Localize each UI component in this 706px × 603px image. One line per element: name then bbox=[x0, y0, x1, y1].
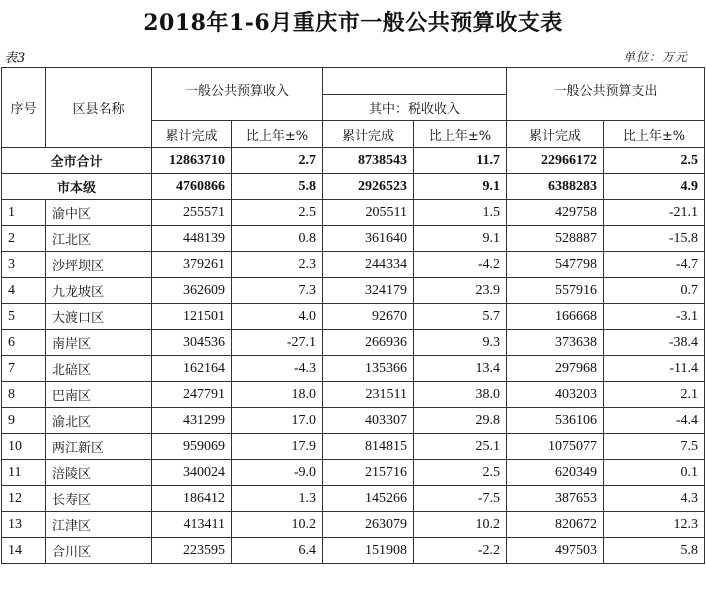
expenditure-cumulative: 536106 bbox=[507, 408, 604, 434]
row-index: 14 bbox=[2, 538, 46, 564]
expenditure-cumulative: 557916 bbox=[507, 278, 604, 304]
page-title: 2018年1-6月重庆市一般公共预算收支表 bbox=[143, 10, 563, 36]
tax-yoy: 9.3 bbox=[414, 330, 507, 356]
district-name: 巴南区 bbox=[46, 382, 152, 408]
summary-rows bbox=[2, 148, 705, 200]
header-tax-spacer bbox=[323, 68, 507, 95]
revenue-yoy: 2.3 bbox=[232, 252, 323, 278]
row-index: 8 bbox=[2, 382, 46, 408]
expenditure-cumulative: 547798 bbox=[507, 252, 604, 278]
header-exp-cumulative: 累计完成 bbox=[507, 121, 604, 148]
district-name: 九龙坡区 bbox=[46, 278, 152, 304]
table-row bbox=[2, 226, 705, 252]
revenue-cumulative: 448139 bbox=[152, 226, 232, 252]
table-row bbox=[2, 330, 705, 356]
summary-name: 市本级 bbox=[2, 174, 152, 200]
expenditure-cumulative: 6388283 bbox=[507, 174, 604, 200]
revenue-yoy: 7.3 bbox=[232, 278, 323, 304]
revenue-yoy: 6.4 bbox=[232, 538, 323, 564]
revenue-yoy: -27.1 bbox=[232, 330, 323, 356]
expenditure-cumulative: 297968 bbox=[507, 356, 604, 382]
header-index: 序号 bbox=[2, 68, 46, 148]
summary-row bbox=[2, 148, 705, 174]
header-revenue-group: 一般公共预算收入 bbox=[152, 68, 323, 121]
tax-cumulative: 145266 bbox=[323, 486, 414, 512]
revenue-cumulative: 4760866 bbox=[152, 174, 232, 200]
district-name: 南岸区 bbox=[46, 330, 152, 356]
table-row bbox=[2, 512, 705, 538]
revenue-yoy: 2.7 bbox=[232, 148, 323, 174]
expenditure-yoy: 12.3 bbox=[604, 512, 705, 538]
expenditure-yoy: -21.1 bbox=[604, 200, 705, 226]
tax-cumulative: 231511 bbox=[323, 382, 414, 408]
expenditure-yoy: -11.4 bbox=[604, 356, 705, 382]
revenue-yoy: 10.2 bbox=[232, 512, 323, 538]
district-name: 两江新区 bbox=[46, 434, 152, 460]
tax-yoy: 11.7 bbox=[414, 148, 507, 174]
expenditure-cumulative: 373638 bbox=[507, 330, 604, 356]
tax-cumulative: 244334 bbox=[323, 252, 414, 278]
expenditure-yoy: 4.9 bbox=[604, 174, 705, 200]
revenue-yoy: 2.5 bbox=[232, 200, 323, 226]
budget-table bbox=[1, 67, 705, 564]
tax-cumulative: 135366 bbox=[323, 356, 414, 382]
row-index: 2 bbox=[2, 226, 46, 252]
district-name: 沙坪坝区 bbox=[46, 252, 152, 278]
row-index: 11 bbox=[2, 460, 46, 486]
tax-cumulative: 8738543 bbox=[323, 148, 414, 174]
expenditure-yoy: 0.1 bbox=[604, 460, 705, 486]
revenue-yoy: 4.0 bbox=[232, 304, 323, 330]
expenditure-yoy: -4.4 bbox=[604, 408, 705, 434]
table-row bbox=[2, 200, 705, 226]
district-name: 渝北区 bbox=[46, 408, 152, 434]
revenue-yoy: 17.0 bbox=[232, 408, 323, 434]
table-row bbox=[2, 434, 705, 460]
summary-row bbox=[2, 174, 705, 200]
expenditure-cumulative: 403203 bbox=[507, 382, 604, 408]
revenue-yoy: -9.0 bbox=[232, 460, 323, 486]
row-index: 6 bbox=[2, 330, 46, 356]
revenue-yoy: 0.8 bbox=[232, 226, 323, 252]
tax-yoy: 10.2 bbox=[414, 512, 507, 538]
header-tax-cumulative: 累计完成 bbox=[323, 121, 414, 148]
expenditure-yoy: 5.8 bbox=[604, 538, 705, 564]
revenue-cumulative: 379261 bbox=[152, 252, 232, 278]
tax-cumulative: 263079 bbox=[323, 512, 414, 538]
expenditure-yoy: -3.1 bbox=[604, 304, 705, 330]
tax-cumulative: 324179 bbox=[323, 278, 414, 304]
expenditure-yoy: 2.5 bbox=[604, 148, 705, 174]
tax-yoy: 13.4 bbox=[414, 356, 507, 382]
tax-cumulative: 814815 bbox=[323, 434, 414, 460]
tax-yoy: 9.1 bbox=[414, 226, 507, 252]
expenditure-yoy: 4.3 bbox=[604, 486, 705, 512]
table-row bbox=[2, 356, 705, 382]
unit-label: 单位：万元 bbox=[622, 50, 688, 64]
revenue-cumulative: 431299 bbox=[152, 408, 232, 434]
tax-cumulative: 151908 bbox=[323, 538, 414, 564]
header-exp-yoy: 比上年±% bbox=[604, 121, 705, 148]
tax-yoy: -2.2 bbox=[414, 538, 507, 564]
row-index: 3 bbox=[2, 252, 46, 278]
row-index: 4 bbox=[2, 278, 46, 304]
expenditure-yoy: -38.4 bbox=[604, 330, 705, 356]
tax-yoy: 9.1 bbox=[414, 174, 507, 200]
row-index: 12 bbox=[2, 486, 46, 512]
revenue-cumulative: 12863710 bbox=[152, 148, 232, 174]
tax-cumulative: 266936 bbox=[323, 330, 414, 356]
expenditure-cumulative: 429758 bbox=[507, 200, 604, 226]
table-row bbox=[2, 538, 705, 564]
tax-yoy: 5.7 bbox=[414, 304, 507, 330]
expenditure-yoy: -15.8 bbox=[604, 226, 705, 252]
summary-name: 全市合计 bbox=[2, 148, 152, 174]
table-row bbox=[2, 486, 705, 512]
table-row bbox=[2, 252, 705, 278]
header-district: 区县名称 bbox=[46, 68, 152, 148]
expenditure-cumulative: 387653 bbox=[507, 486, 604, 512]
revenue-yoy: -4.3 bbox=[232, 356, 323, 382]
revenue-cumulative: 304536 bbox=[152, 330, 232, 356]
expenditure-cumulative: 22966172 bbox=[507, 148, 604, 174]
tax-cumulative: 215716 bbox=[323, 460, 414, 486]
revenue-yoy: 18.0 bbox=[232, 382, 323, 408]
revenue-cumulative: 255571 bbox=[152, 200, 232, 226]
tax-cumulative: 205511 bbox=[323, 200, 414, 226]
header-tax-group: 其中：税收收入 bbox=[323, 95, 507, 121]
district-name: 长寿区 bbox=[46, 486, 152, 512]
district-rows bbox=[2, 200, 705, 564]
tax-yoy: -7.5 bbox=[414, 486, 507, 512]
tax-yoy: -4.2 bbox=[414, 252, 507, 278]
table-number: 表3 bbox=[4, 51, 26, 66]
header-rev-cumulative: 累计完成 bbox=[152, 121, 232, 148]
tax-cumulative: 361640 bbox=[323, 226, 414, 252]
table-row bbox=[2, 382, 705, 408]
tax-yoy: 38.0 bbox=[414, 382, 507, 408]
row-index: 1 bbox=[2, 200, 46, 226]
tax-yoy: 29.8 bbox=[414, 408, 507, 434]
header-expenditure-group: 一般公共预算支出 bbox=[507, 68, 705, 121]
district-name: 涪陵区 bbox=[46, 460, 152, 486]
revenue-cumulative: 340024 bbox=[152, 460, 232, 486]
table-header bbox=[2, 68, 705, 148]
revenue-cumulative: 413411 bbox=[152, 512, 232, 538]
revenue-cumulative: 247791 bbox=[152, 382, 232, 408]
expenditure-yoy: 7.5 bbox=[604, 434, 705, 460]
row-index: 7 bbox=[2, 356, 46, 382]
revenue-yoy: 1.3 bbox=[232, 486, 323, 512]
row-index: 5 bbox=[2, 304, 46, 330]
table-row bbox=[2, 460, 705, 486]
expenditure-cumulative: 528887 bbox=[507, 226, 604, 252]
tax-yoy: 25.1 bbox=[414, 434, 507, 460]
tax-cumulative: 2926523 bbox=[323, 174, 414, 200]
expenditure-yoy: -4.7 bbox=[604, 252, 705, 278]
expenditure-cumulative: 820672 bbox=[507, 512, 604, 538]
tax-yoy: 2.5 bbox=[414, 460, 507, 486]
table-row bbox=[2, 278, 705, 304]
header-tax-yoy: 比上年±% bbox=[414, 121, 507, 148]
expenditure-yoy: 0.7 bbox=[604, 278, 705, 304]
header-rev-yoy: 比上年±% bbox=[232, 121, 323, 148]
revenue-cumulative: 959069 bbox=[152, 434, 232, 460]
expenditure-cumulative: 166668 bbox=[507, 304, 604, 330]
tax-yoy: 23.9 bbox=[414, 278, 507, 304]
expenditure-cumulative: 1075077 bbox=[507, 434, 604, 460]
revenue-cumulative: 362609 bbox=[152, 278, 232, 304]
district-name: 北碚区 bbox=[46, 356, 152, 382]
revenue-cumulative: 186412 bbox=[152, 486, 232, 512]
district-name: 江津区 bbox=[46, 512, 152, 538]
table-row bbox=[2, 408, 705, 434]
tax-yoy: 1.5 bbox=[414, 200, 507, 226]
revenue-cumulative: 223595 bbox=[152, 538, 232, 564]
expenditure-cumulative: 497503 bbox=[507, 538, 604, 564]
district-name: 江北区 bbox=[46, 226, 152, 252]
district-name: 渝中区 bbox=[46, 200, 152, 226]
expenditure-yoy: 2.1 bbox=[604, 382, 705, 408]
district-name: 大渡口区 bbox=[46, 304, 152, 330]
district-name: 合川区 bbox=[46, 538, 152, 564]
revenue-cumulative: 121501 bbox=[152, 304, 232, 330]
tax-cumulative: 403307 bbox=[323, 408, 414, 434]
row-index: 10 bbox=[2, 434, 46, 460]
row-index: 13 bbox=[2, 512, 46, 538]
revenue-yoy: 5.8 bbox=[232, 174, 323, 200]
tax-cumulative: 92670 bbox=[323, 304, 414, 330]
row-index: 9 bbox=[2, 408, 46, 434]
table-row bbox=[2, 304, 705, 330]
revenue-cumulative: 162164 bbox=[152, 356, 232, 382]
revenue-yoy: 17.9 bbox=[232, 434, 323, 460]
expenditure-cumulative: 620349 bbox=[507, 460, 604, 486]
